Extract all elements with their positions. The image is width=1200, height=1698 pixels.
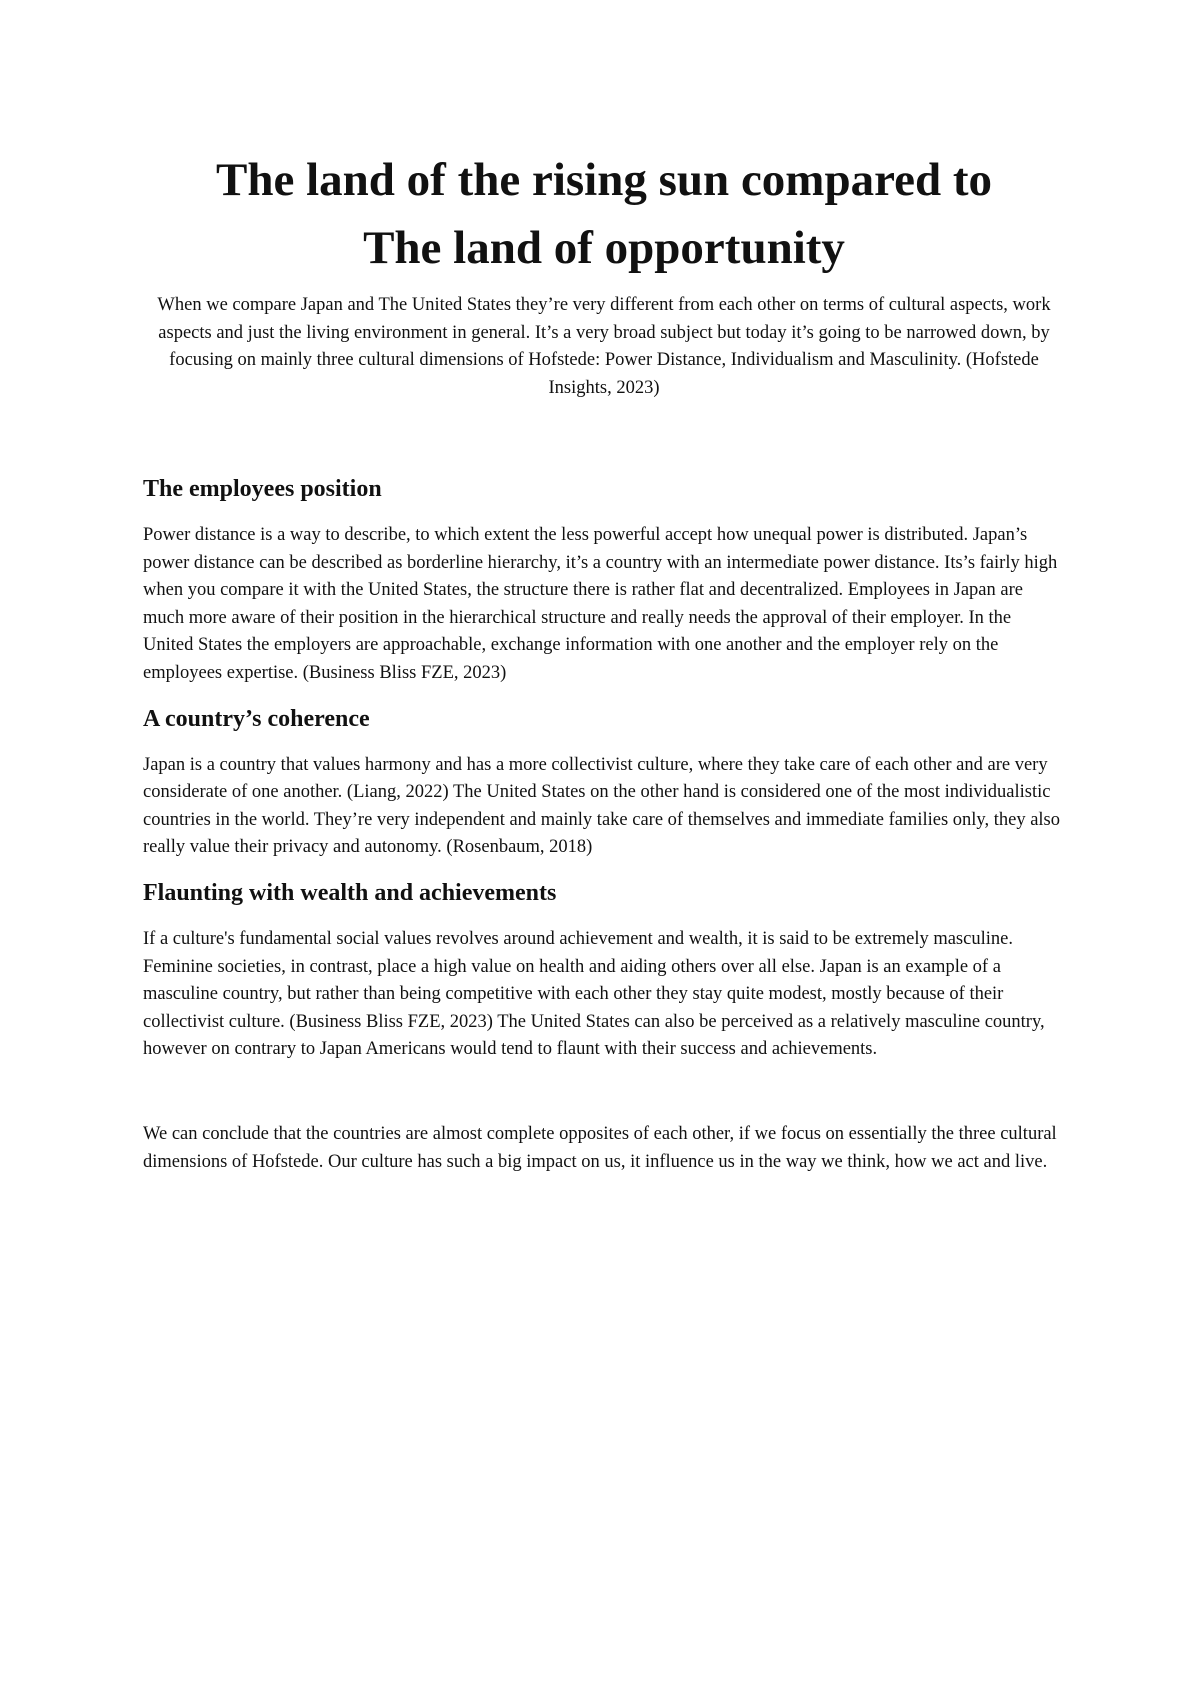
section-body-flaunting-wealth: If a culture's fundamental social values revolves around achievement and wealth, it is said to be extremely masculine. Feminine societies, in contrast, place a high value on health and aiding others over all else. Japan is an example of a masculine country, but rather than being competitive with each other they stay quite modest, mostly because of their collectivist culture. (Business Bliss FZE, 2023) The United States can also be perceived as a relatively masculine country, however on contrary to Japan Americans would tend to flaunt with their success and achievements. [143,928,1045,1060]
document-title [143,146,1065,282]
title-line-2: The land of opportunity [363,222,845,274]
document-content [143,146,1065,1176]
section-heading-flaunting-wealth: Flaunting with wealth and achievements [143,879,557,906]
title-line-1: The land of the rising sun compared to [215,154,993,206]
section-heading-country-coherence: A country’s coherence [143,705,370,732]
section-heading-employees-position: The employees position [143,476,382,502]
section-body-employees-position: Power distance is a way to describe, to which extent the less powerful accept how unequal power is distributed. Japan’s power distance can be described as borderline hierarchy, it’s a country with an intermediate power distance. Its’s fairly high when you compare it with the United States, the structure there is rather flat and decentralized. Employees in Japan are much more aware of their position in the hierarchical structure and really needs the approval of their employer. In the United States the employers are approachable, exchange information with one another and the employer rely on the employees expertise. (Business Bliss FZE, 2023) [143,525,1058,683]
intro-paragraph: When we compare Japan and The United States they’re very different from each other on terms of cultural aspects, work aspects and just the living environment in general. It’s a very broad subject but today it’s going to be narrowed down, by focusing on mainly three cultural dimensions of Hofstede: Power Distance, Individualism and Masculinity. (Hofstede Insights, 2023) [157,295,1051,398]
section-body-country-coherence: Japan is a country that values harmony and has a more collectivist culture, where they take care of each other and are very considerate of one another. (Liang, 2022) The United States on the other hand is considered one of the most individualistic countries in the world. They’re very independent and mainly take care of themselves and immediate families only, they also really value their privacy and autonomy. (Rosenbaum, 2018) [143,754,1060,858]
conclusion-paragraph: We can conclude that the countries are almost complete opposites of each other, if we focus on essentially the three cultural dimensions of Hofstede. Our culture has such a big impact on us, it influence us in the way we think, how we act and live. [143,1123,1057,1172]
